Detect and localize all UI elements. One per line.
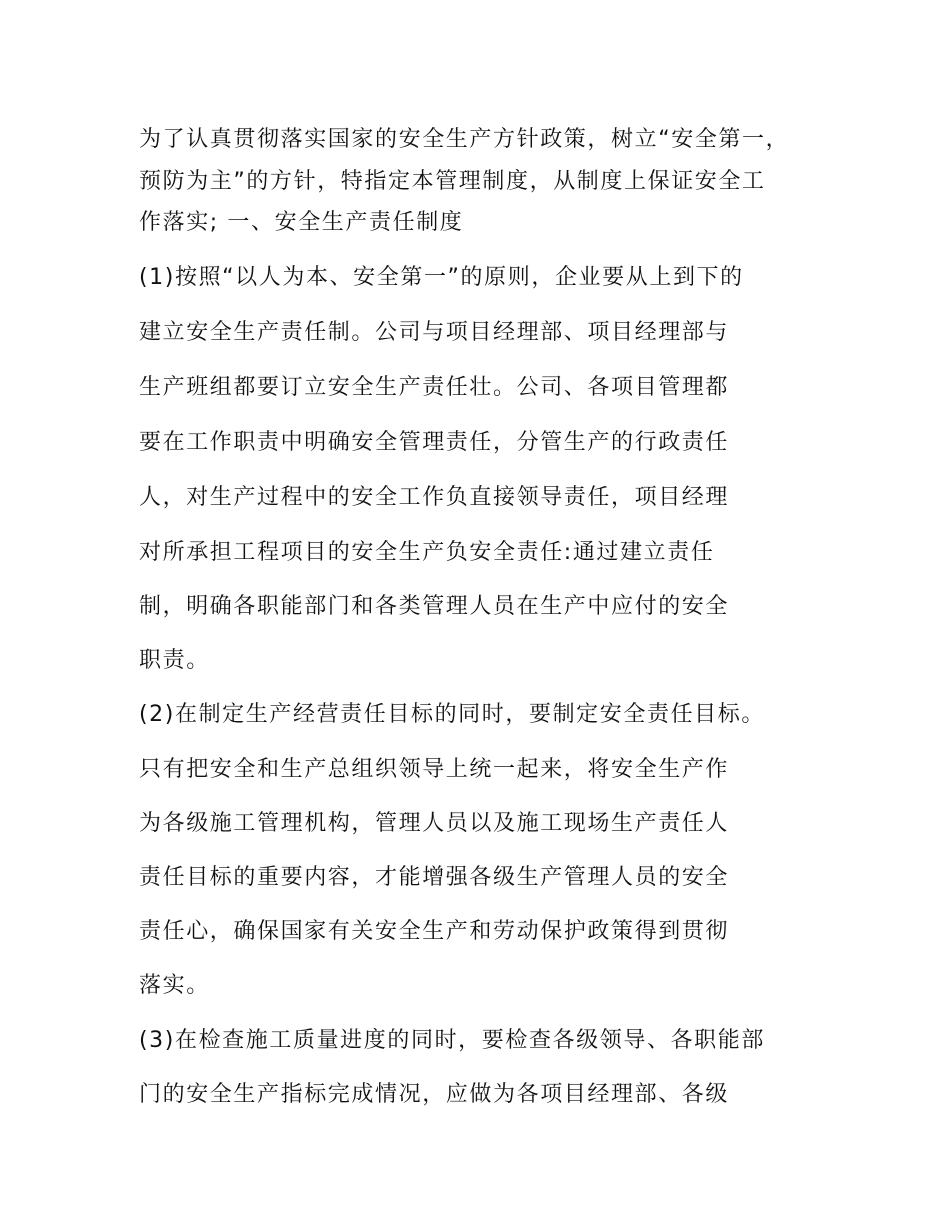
text-line: 责任心，确保国家有关安全生产和劳动保护政策得到贯彻 [139, 919, 730, 944]
text-line: 生产班组都要订立安全生产责任壮。公司、各项目管理都 [139, 375, 730, 400]
text-line: (2)在制定生产经营责任目标的同时，要制定安全责任目标。 [139, 702, 765, 727]
text-line: 建立安全生产责任制。公司与项目经理部、项目经理部与 [139, 320, 730, 345]
text-line: (1)按照“以人为本、安全第一”的原则，企业要从上到下的 [139, 265, 744, 290]
text-line: 责任目标的重要内容，才能增强各级生产管理人员的安全 [139, 865, 730, 890]
text-line: 制，明确各职能部门和各类管理人员在生产中应付的安全 [139, 594, 730, 619]
text-line: 预防为主”的方针，特指定本管理制度，从制度上保证安全工 [139, 169, 766, 194]
text-line: 职责。 [139, 648, 210, 673]
text-line: 要在工作职责中明确安全管理责任，分管生产的行政责任 [139, 430, 730, 455]
text-line: 为了认真贯彻落实国家的安全生产方针政策，树立“安全第一， [139, 127, 790, 152]
text-line: 落实。 [139, 973, 210, 998]
text-line: 作落实; 一、安全生产责任制度 [139, 210, 464, 235]
text-line: 人，对生产过程中的安全工作负直接领导责任，项目经理 [139, 485, 730, 510]
text-line: 为各级施工管理机构，管理人员以及施工现场生产责任人 [139, 811, 730, 836]
text-line: 对所承担工程项目的安全生产负安全责任:通过建立责任 [139, 540, 715, 565]
text-line: 只有把安全和生产总组织领导上统一起来，将安全生产作 [139, 757, 730, 782]
text-line: 门的安全生产指标完成情况，应做为各项目经理部、各级 [139, 1082, 730, 1107]
text-line: (3)在检查施工质量进度的同时，要检查各级领导、各职能部 [139, 1028, 765, 1053]
